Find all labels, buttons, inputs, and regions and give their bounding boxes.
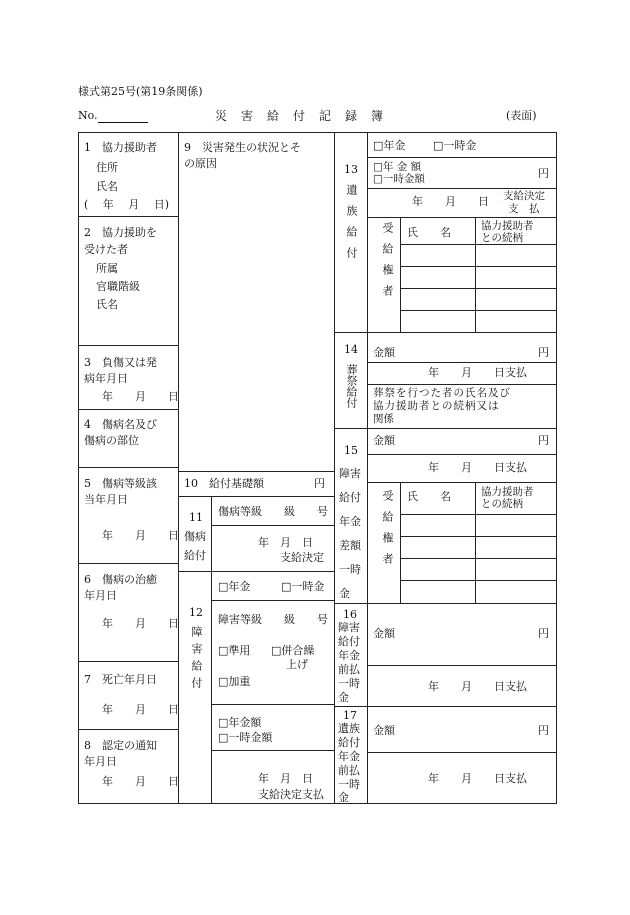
table-rule [367, 665, 556, 666]
table-rule [400, 536, 556, 537]
s16-date: 年 月 日支払 [428, 680, 527, 693]
s7-date: 年 月 日 [102, 703, 179, 716]
s17-yen: 円 [538, 724, 549, 737]
table-rule [367, 482, 556, 483]
s17-label4: 前払 [338, 764, 360, 777]
s13-opt-ichiji[interactable]: □一時金 [433, 139, 477, 152]
s13-rel-header2: との続柄 [481, 232, 523, 244]
table-rule [78, 216, 178, 217]
table-rule [400, 310, 556, 311]
s14-date: 年 月 日支払 [428, 366, 527, 379]
s3-date: 年 月 日 [102, 390, 179, 403]
s5-title: 5 傷病等級該 [84, 477, 157, 490]
s16-label3: 年金 [338, 649, 360, 662]
s16-num: 16 [343, 608, 357, 621]
s12-num: 12 [189, 606, 203, 619]
s11-grade: 傷病等級 級 号 [218, 505, 328, 518]
s17-date: 年 月 日支払 [428, 772, 527, 785]
s17-label2: 給付 [338, 736, 360, 749]
s9-title2: の原因 [184, 157, 217, 170]
s12-heigo2: 上げ [286, 658, 308, 671]
s13-recipient: 受給権者 [381, 222, 394, 306]
table-rule [367, 362, 556, 363]
table-rule [178, 496, 334, 497]
table-rule [367, 384, 556, 385]
s11-name2: 給付 [184, 549, 206, 562]
table-rule [475, 217, 476, 332]
s14-num: 14 [344, 343, 358, 356]
table-rule [556, 132, 557, 804]
table-rule [211, 496, 212, 803]
table-rule [211, 704, 334, 705]
table-rule [334, 428, 556, 429]
table-rule [367, 188, 556, 189]
s15-rel-header2: との続柄 [481, 498, 523, 510]
s17-label1: 遺族 [338, 722, 360, 735]
table-rule [78, 563, 178, 564]
s15-yen: 円 [538, 434, 549, 447]
table-rule [78, 132, 79, 804]
s13-date: 年 月 日 [412, 195, 489, 208]
s6-title: 6 傷病の治癒 [84, 573, 157, 586]
s17-amount: 金額 [373, 724, 395, 737]
s14-note2: 協力援助者との続柄又は [373, 400, 500, 412]
table-rule [367, 157, 556, 158]
s17-label3: 年金 [338, 750, 360, 763]
table-rule [334, 706, 556, 707]
s13-rel-header1: 協力援助者 [481, 220, 534, 232]
table-rule [367, 132, 368, 804]
table-rule [367, 217, 556, 218]
s10-unit: 円 [314, 477, 325, 490]
s6-date: 年 月 日 [102, 617, 179, 630]
table-rule [475, 482, 476, 603]
s14-note1: 葬祭を行つた者の氏名及び [373, 387, 511, 399]
table-rule [334, 132, 335, 804]
s8-title: 8 認定の通知 [84, 739, 157, 752]
table-rule [400, 580, 556, 581]
table-rule [78, 409, 178, 410]
s14-yen: 円 [538, 346, 549, 359]
s15-label: 障害給付年金差額一時金 [339, 467, 361, 600]
table-rule [211, 600, 334, 601]
s13-opt-nenkin[interactable]: □年金 [373, 139, 406, 152]
table-rule [78, 729, 178, 730]
s13-yen: 円 [538, 167, 549, 180]
s8-title2: 年月日 [84, 755, 117, 768]
table-rule [400, 288, 556, 289]
s16-amount: 金額 [373, 627, 395, 640]
s11-decision: 支給決定 [280, 551, 324, 564]
table-rule [400, 266, 556, 267]
table-rule [178, 571, 334, 572]
s1-title: 1 協力援助者 [84, 141, 157, 154]
table-rule [334, 332, 556, 333]
s14-note3: 関係 [373, 413, 394, 425]
s12-opt-nenkin[interactable]: □年金 [218, 580, 251, 593]
s13-label: 遺族給付 [345, 184, 358, 268]
s5-title2: 当年月日 [84, 493, 128, 506]
table-rule [400, 514, 556, 515]
table-rule [78, 345, 178, 346]
s4-title2: 傷病の部位 [84, 434, 139, 447]
s13-dec1: 支給決定 [503, 190, 545, 202]
table-rule [334, 603, 556, 604]
s7-title: 7 死亡年月日 [84, 673, 157, 686]
table-rule [367, 454, 556, 455]
side-label: (表面) [506, 109, 537, 122]
s2-title2: 受けた者 [84, 243, 128, 256]
s15-recipient: 受給権者 [381, 490, 394, 574]
no-text: No. [78, 109, 98, 122]
s12-label: 障害給付 [190, 626, 203, 694]
s5-date: 年 月 日 [102, 529, 179, 542]
s12-date: 年 月 日 [258, 772, 313, 785]
table-rule [400, 558, 556, 559]
table-rule [400, 244, 556, 245]
table-rule [78, 803, 556, 804]
s12-grade: 障害等級 級 号 [218, 613, 328, 626]
s12-opt-ichiji[interactable]: □一時金 [281, 580, 325, 593]
s3-title2: 病年月日 [84, 372, 128, 385]
table-rule [178, 471, 334, 472]
table-rule [78, 467, 178, 468]
s15-date: 年 月 日支払 [428, 461, 527, 474]
table-rule [400, 482, 401, 603]
s12-heigo[interactable]: □併合繰 [271, 644, 315, 657]
s16-label6: 金 [338, 691, 349, 704]
s16-yen: 円 [538, 627, 549, 640]
s1-address: 住所 [96, 161, 118, 174]
s12-amt2[interactable]: □一時金額 [218, 731, 273, 744]
table-rule [211, 750, 334, 751]
s13-num: 13 [344, 163, 358, 176]
s13-name-header: 氏 名 [407, 226, 451, 239]
s12-decision: 支給決定支払 [258, 788, 324, 801]
s15-name-header: 氏 名 [407, 490, 451, 503]
form-code: 様式第25号(第19条関係) [78, 85, 203, 98]
s16-label1: 障害 [338, 621, 360, 634]
s2-rank: 官職階級 [96, 280, 140, 293]
s10-label: 10 給付基礎額 [184, 477, 264, 490]
s12-amt1[interactable]: □年金額 [218, 716, 262, 729]
number-label [78, 109, 148, 123]
s14-label: 葬祭給付 [345, 364, 358, 408]
s11-name: 傷病 [184, 530, 206, 543]
s14-amount: 金額 [373, 346, 395, 359]
s11-num: 11 [189, 511, 203, 524]
s1-name: 氏名 [96, 180, 118, 193]
s17-num: 17 [343, 709, 357, 722]
table-rule [211, 525, 334, 526]
s11-date: 年 月 日 [258, 536, 313, 549]
s12-junyo[interactable]: □準用 [218, 644, 251, 657]
s15-amount: 金額 [373, 434, 395, 447]
s16-label4: 前払 [338, 663, 360, 676]
number-blank[interactable] [98, 110, 148, 123]
table-rule [78, 132, 556, 133]
s17-label6: 金 [338, 791, 349, 804]
s17-label5: 一時 [338, 778, 360, 791]
s6-title2: 年月日 [84, 589, 117, 602]
s16-label2: 給付 [338, 635, 360, 648]
s1-date: ( 年 月 日) [84, 198, 170, 211]
s13-dec2: 支 払 [508, 203, 540, 215]
s16-label5: 一時 [338, 677, 360, 690]
s4-title: 4 傷病名及び [84, 418, 157, 431]
table-rule [367, 752, 556, 753]
s2-dept: 所属 [96, 262, 118, 275]
form-title: 災 害 給 付 記 録 簿 [215, 109, 385, 123]
s2-title: 2 協力援助を [84, 226, 157, 239]
table-rule [400, 217, 401, 332]
s2-name: 氏名 [96, 298, 118, 311]
s15-rel-header1: 協力援助者 [481, 486, 534, 498]
s9-title: 9 災害発生の状況とそ [184, 141, 301, 154]
s12-kaju[interactable]: □加重 [218, 675, 251, 688]
s13-amt2[interactable]: □一時金額 [373, 173, 425, 185]
s8-date: 年 月 日 [102, 775, 179, 788]
table-rule [78, 661, 178, 662]
s3-title: 3 負傷又は発 [84, 356, 157, 369]
s15-num: 15 [344, 444, 358, 457]
s13-amt1[interactable]: □年 金 額 [373, 161, 422, 173]
